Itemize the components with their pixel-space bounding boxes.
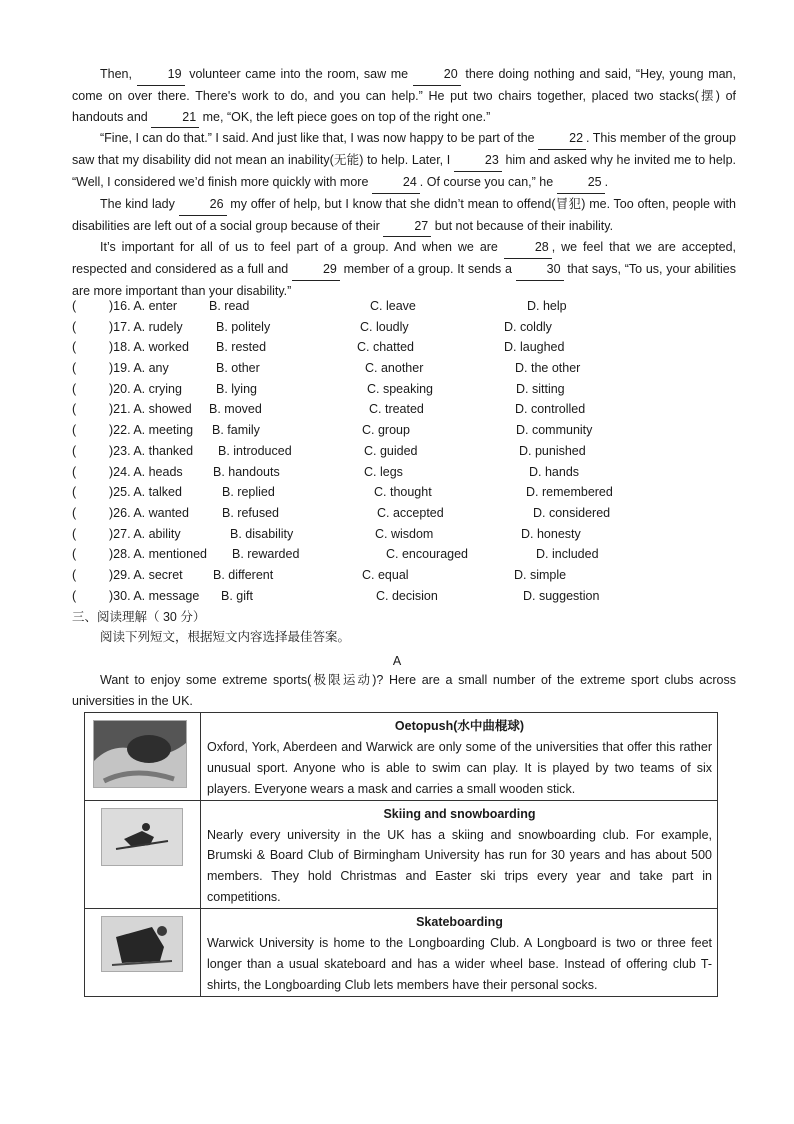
option-c: C. loudly bbox=[360, 319, 409, 334]
option-a: )22. A. meeting bbox=[109, 423, 194, 438]
text: . bbox=[604, 174, 609, 189]
club-name: Oetopush(水中曲棍球) bbox=[394, 719, 525, 733]
photo-icon bbox=[102, 917, 182, 971]
option-d: D. sitting bbox=[516, 381, 565, 396]
paragraph-2 bbox=[72, 128, 736, 193]
question-row bbox=[72, 317, 752, 338]
option-d: D. hands bbox=[529, 464, 580, 479]
oetopush-photo bbox=[93, 720, 187, 788]
paragraph-3 bbox=[72, 194, 736, 238]
question-row bbox=[72, 399, 752, 420]
answer-bracket[interactable]: ( bbox=[72, 526, 77, 541]
option-b: B. politely bbox=[216, 319, 271, 334]
passage-intro: Want to enjoy some extreme sports(极限运动)? Here are a small number of the extreme sport clubs across universities in the UK. bbox=[72, 673, 736, 708]
question-row bbox=[72, 482, 752, 503]
option-a: )26. A. wanted bbox=[109, 505, 189, 520]
blank-19: 19 bbox=[137, 64, 185, 86]
club-description: Oxford, York, Aberdeen and Warwick are only some of the universities that offer this rather unusual sport. Anyone who is able to swim can play. It is played by two teams of six players. Everyone wears a mask and carries a small wooden stick. bbox=[207, 739, 712, 796]
option-d: D. simple bbox=[514, 567, 567, 582]
option-a: )27. A. ability bbox=[109, 526, 181, 541]
option-b: B. rewarded bbox=[232, 547, 300, 562]
option-c: C. guided bbox=[364, 443, 418, 458]
option-b: B. different bbox=[213, 567, 274, 582]
text: that says, “To us, your abilities are more important than your disability.” bbox=[72, 262, 736, 298]
option-b: B. other bbox=[216, 361, 260, 376]
text: , we feel that we are accepted, respected and considered as a full and bbox=[72, 240, 736, 277]
skiing-photo bbox=[101, 808, 183, 866]
option-d: D. included bbox=[536, 547, 599, 562]
answer-bracket[interactable]: ( bbox=[72, 319, 77, 334]
answer-bracket[interactable]: ( bbox=[72, 340, 77, 355]
answer-bracket[interactable]: ( bbox=[72, 505, 77, 520]
blank-21: 21 bbox=[151, 107, 199, 129]
text: there doing nothing and said, “Hey, young man, come on over there. There's work to do, and you can help.” He put two chairs together, placed two stacks(摆) of handouts and bbox=[72, 67, 736, 124]
option-d: D. help bbox=[527, 299, 567, 313]
option-c: C. accepted bbox=[377, 505, 444, 520]
question-row bbox=[72, 379, 752, 400]
table-row bbox=[85, 909, 718, 997]
option-c: C. group bbox=[362, 423, 410, 438]
blank-30: 30 bbox=[516, 259, 564, 281]
blank-24: 24 bbox=[372, 172, 420, 194]
question-row bbox=[72, 565, 752, 586]
paragraph-4 bbox=[72, 237, 736, 301]
question-row bbox=[72, 441, 752, 462]
option-d: D. controlled bbox=[515, 402, 586, 417]
answer-bracket[interactable]: ( bbox=[72, 588, 77, 603]
option-b: B. moved bbox=[209, 402, 262, 417]
option-c: C. wisdom bbox=[375, 526, 434, 541]
answer-bracket[interactable]: ( bbox=[72, 299, 77, 313]
answer-bracket[interactable]: ( bbox=[72, 361, 77, 376]
image-cell bbox=[85, 800, 201, 909]
option-b: B. family bbox=[212, 423, 260, 438]
image-cell bbox=[85, 909, 201, 997]
option-d: D. considered bbox=[533, 505, 611, 520]
option-d: D. the other bbox=[515, 361, 581, 376]
blank-20: 20 bbox=[413, 64, 461, 86]
clubs-table bbox=[84, 712, 718, 997]
answer-bracket[interactable]: ( bbox=[72, 443, 77, 458]
club-cell bbox=[201, 909, 718, 997]
question-row bbox=[72, 296, 752, 317]
blank-23: 23 bbox=[454, 150, 502, 172]
image-cell bbox=[85, 713, 201, 801]
option-a: )28. A. mentioned bbox=[109, 547, 207, 562]
paragraph-1 bbox=[72, 64, 736, 128]
option-a: )21. A. showed bbox=[109, 402, 192, 417]
option-a: )16. A. enter bbox=[109, 299, 178, 313]
club-description: Warwick University is home to the Longboarding Club. A Longboard is two or three feet longer than a usual skateboard and has a wider wheel base. Instead of offering club T-shirts, the Longboarding Club lets members have their personal socks. bbox=[207, 936, 712, 992]
question-row bbox=[72, 462, 752, 483]
option-b: B. handouts bbox=[213, 464, 280, 479]
option-b: B. read bbox=[209, 299, 250, 313]
section-title: 三、阅读理解（ 30 分） bbox=[72, 610, 206, 624]
option-c: C. another bbox=[365, 361, 424, 376]
question-row bbox=[72, 524, 752, 545]
section-instruction: 阅读下列短文，根据短文内容选择最佳答案。 bbox=[100, 630, 351, 644]
question-row bbox=[72, 544, 752, 565]
option-b: B. disability bbox=[230, 526, 294, 541]
option-b: B. introduced bbox=[218, 443, 292, 458]
question-row bbox=[72, 358, 752, 379]
question-row bbox=[72, 337, 752, 358]
club-name: Skateboarding bbox=[416, 915, 503, 930]
photo-icon bbox=[102, 809, 182, 865]
option-c: C. treated bbox=[369, 402, 424, 417]
option-a: )30. A. message bbox=[109, 588, 200, 603]
club-cell bbox=[201, 800, 718, 909]
answer-bracket[interactable]: ( bbox=[72, 381, 77, 396]
club-name: Skiing and snowboarding bbox=[383, 806, 536, 821]
option-a: )25. A. talked bbox=[109, 485, 182, 500]
blank-29: 29 bbox=[292, 259, 340, 281]
answer-bracket[interactable]: ( bbox=[72, 402, 77, 417]
answer-bracket[interactable]: ( bbox=[72, 464, 77, 479]
blank-28: 28 bbox=[504, 237, 552, 259]
option-c: C. encouraged bbox=[386, 547, 469, 562]
answer-bracket[interactable]: ( bbox=[72, 567, 77, 582]
option-c: C. legs bbox=[364, 464, 403, 479]
text: The kind lady bbox=[100, 196, 175, 211]
option-a: )20. A. crying bbox=[109, 381, 182, 396]
option-d: D. honesty bbox=[521, 526, 581, 541]
text: . This member of the group saw that my disability did not mean an inability(无能) to help. Later, I bbox=[72, 131, 736, 168]
text: him and asked why he invited me to help. “Well, I considered we’d finish more quickly with more bbox=[72, 153, 736, 189]
blank-26: 26 bbox=[179, 194, 227, 216]
option-c: C. thought bbox=[374, 485, 432, 500]
club-cell bbox=[201, 713, 718, 801]
answer-bracket[interactable]: ( bbox=[72, 423, 77, 438]
blank-27: 27 bbox=[383, 216, 431, 238]
option-d: D. suggestion bbox=[523, 588, 600, 603]
option-c: C. decision bbox=[376, 588, 438, 603]
club-description: Nearly every university in the UK has a skiing and snowboarding club. For example, Brumski & Board Club of Birmingham University has run for 30 years and has about 500 members. They hold Christmas and Easter ski trips every year and take part in competitions. bbox=[207, 827, 712, 905]
skateboarding-photo bbox=[101, 916, 183, 972]
option-b: B. lying bbox=[216, 381, 257, 396]
text: . Of course you can,” he bbox=[419, 174, 554, 189]
text: me, “OK, the left piece goes on top of the right one.” bbox=[202, 109, 491, 124]
question-row bbox=[72, 586, 752, 607]
text: volunteer came into the room, saw me bbox=[189, 67, 409, 81]
option-b: B. refused bbox=[222, 505, 279, 520]
text: Then, bbox=[100, 67, 132, 81]
option-c: C. equal bbox=[362, 567, 409, 582]
text: member of a group. It sends a bbox=[343, 262, 512, 277]
answer-bracket[interactable]: ( bbox=[72, 485, 77, 500]
option-a: )24. A. heads bbox=[109, 464, 183, 479]
option-d: D. coldly bbox=[504, 319, 552, 334]
option-d: D. remembered bbox=[526, 485, 613, 500]
question-list bbox=[72, 296, 752, 606]
passage-letter: A bbox=[392, 654, 402, 668]
answer-bracket[interactable]: ( bbox=[72, 547, 77, 562]
blank-22: 22 bbox=[538, 128, 586, 150]
text: “Fine, I can do that.” I said. And just like that, I was now happy to be part of the bbox=[100, 131, 535, 146]
option-d: D. punished bbox=[519, 443, 586, 458]
blank-25: 25 bbox=[557, 172, 605, 194]
photo-icon bbox=[94, 721, 186, 787]
option-a: )29. A. secret bbox=[109, 567, 183, 582]
text: but not because of their inability. bbox=[434, 218, 614, 233]
question-row bbox=[72, 420, 752, 441]
option-d: D. laughed bbox=[504, 340, 565, 355]
option-b: B. gift bbox=[221, 588, 253, 603]
table-row bbox=[85, 800, 718, 909]
option-b: B. replied bbox=[222, 485, 275, 500]
cloze-passage bbox=[72, 64, 736, 302]
option-a: )23. A. thanked bbox=[109, 443, 194, 458]
option-a: )18. A. worked bbox=[109, 340, 189, 355]
text: It’s important for all of us to feel part of a group. And when we are bbox=[100, 240, 498, 255]
option-c: C. speaking bbox=[367, 381, 434, 396]
option-d: D. community bbox=[516, 423, 593, 438]
option-c: C. chatted bbox=[357, 340, 414, 355]
option-b: B. rested bbox=[216, 340, 267, 355]
option-a: )17. A. rudely bbox=[109, 319, 183, 334]
option-c: C. leave bbox=[370, 299, 416, 313]
table-row bbox=[85, 713, 718, 801]
question-row bbox=[72, 503, 752, 524]
text: my offer of help, but I know that she didn’t mean to offend(冒犯) me. Too often, people with disabilities are left out of a social group because of their bbox=[72, 196, 736, 233]
option-a: )19. A. any bbox=[109, 361, 169, 376]
